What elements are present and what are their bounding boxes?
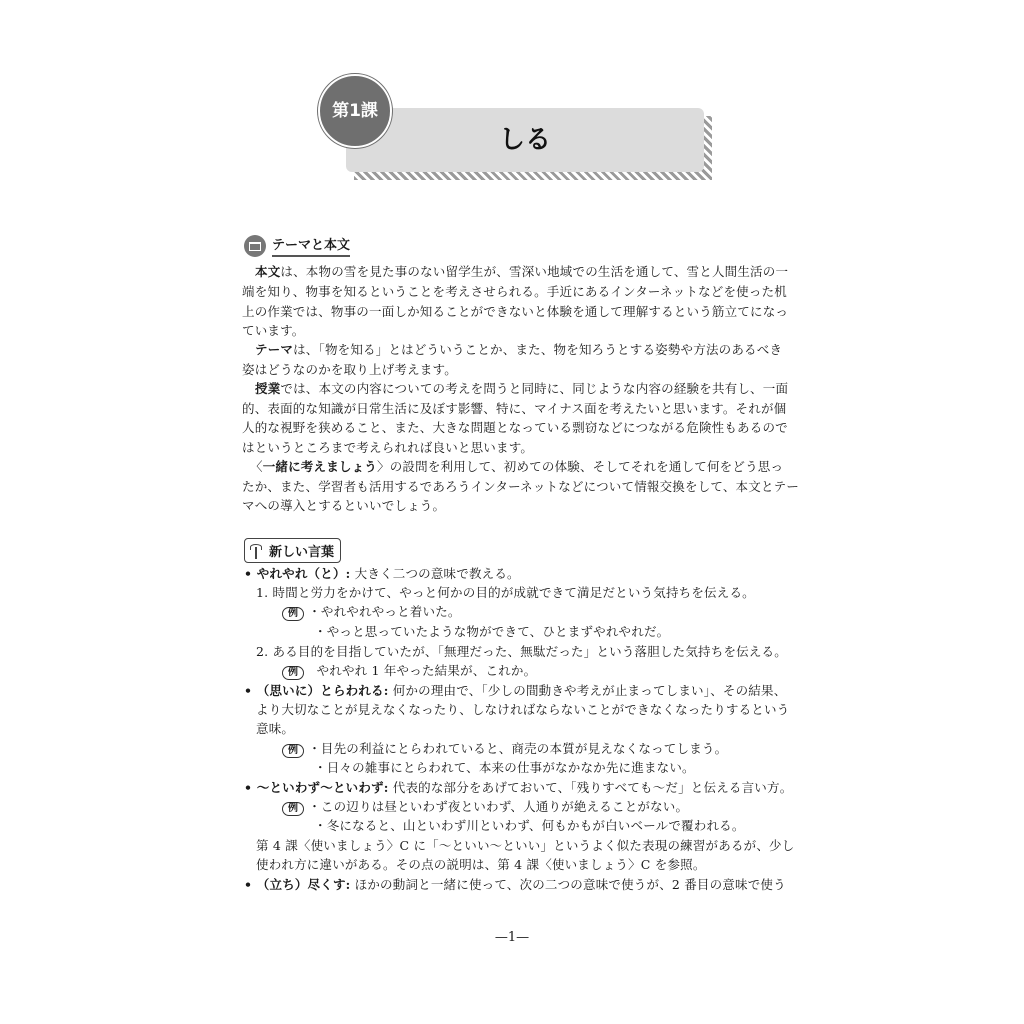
entry3-note2: 使われ方に違いがある。その点の説明は、第 4 課〈使いましょう〉C を参照。 [256, 857, 706, 872]
theme-p4-line1: 〈一緒に考えましょう〉の設問を利用して、初めての体験、そしてそれを通して何をどう思っ [250, 459, 784, 474]
example-tag: 例 [282, 802, 304, 816]
theme-p1-line1: 本文は、本物の雪を見た事のない留学生が、雪深い地域での生活を通して、雪と人間生活の一 [255, 264, 789, 279]
theme-heading-label: テーマと本文 [272, 234, 350, 257]
theme-p4-line2: たか、また、学習者も活用するであろうインターネットなどについて情報交換をして、本文とテー [242, 479, 800, 494]
entry3-example1: 例 ・この辺りは昼といわず夜といわず、人通りが絶えることがない。 [282, 799, 688, 816]
theme-p4-line3: マへの導入とするといいでしょう。 [242, 498, 446, 513]
example-tag: 例 [282, 607, 304, 621]
entry2-line3: 意味。 [256, 721, 295, 736]
entry1-example3: 例 やれやれ 1 年やった結果が、これか。 [282, 663, 536, 680]
entry1-sense2: 2. ある目的を目指していたが、「無理だった、無駄だった」という落胆した気持ちを伝える。 [256, 644, 787, 659]
theme-p3-line4: はというところまで考えられれば良いと思います。 [242, 440, 534, 455]
book-reader-icon [244, 235, 266, 257]
page-number: —1— [494, 930, 530, 945]
entry3-example2: ・冬になると、山といわず川といわず、何もかもが白いベールで覆われる。 [314, 818, 745, 833]
entry1-sense1: 1. 時間と労力をかけて、やっと何かの目的が成就できて満足だという気持ちを伝える。 [256, 585, 755, 600]
entry1-line: • やれやれ（と）: 大きく二つの意味で教える。 [244, 566, 520, 581]
sprout-icon [249, 543, 263, 559]
entry1-example1: 例 ・やれやれやっと着いた。 [282, 604, 461, 621]
example-tag: 例 [282, 666, 304, 680]
theme-p3-line3: 人的な視野を狭めること、また、大きな問題となっている剽窃などにつながる危険性もあるので [242, 420, 788, 435]
new-words-section-heading [244, 538, 341, 563]
entry1-example2: ・やっと思っていたような物ができて、ひとまずやれやれだ。 [314, 624, 670, 639]
theme-section-heading [244, 234, 350, 257]
entry4-line: • （立ち）尽くす: ほかの動詞と一緒に使って、次の二つの意味で使うが、2 番目の意味で使う [244, 877, 786, 892]
entry3-line: • ～といわず～といわず: 代表的な部分をあげておいて、「残りすべても～だ」と伝える言い方。 [244, 780, 793, 795]
theme-p1-line4: ています。 [242, 323, 305, 338]
entry2-line2: より大切なことが見えなくなったり、しなければならないことができなくなったりするという [256, 702, 790, 717]
entry2-line1: • （思いに）とらわれる: 何かの理由で、「少しの間動きや考えが止まってしまい」、その結果、 [244, 683, 787, 698]
entry2-example1: 例 ・目先の利益にとらわれていると、商売の本質が見えなくなってしまう。 [282, 741, 727, 758]
theme-p3-line2: 的、表面的な知識が日常生活に及ぼす影響、特に、マイナス面を考えたいと思います。それが個 [242, 401, 787, 416]
theme-p1-line3: 上の作業では、物事の一面しか知ることができないと体験を通して理解するという筋立てになっ [242, 304, 789, 319]
new-words-heading-label: 新しい言葉 [269, 545, 335, 560]
example-tag: 例 [282, 744, 304, 758]
chapter-title: しる [498, 125, 551, 155]
theme-p3-line1: 授業では、本文の内容についての考えを問うと同時に、同じような内容の経験を共有し、一面 [255, 381, 789, 396]
theme-p1-line2: 端を知り、物事を知るということを考えさせられる。手近にあるインターネットなどを使った机 [242, 284, 787, 299]
chapter-title-box [346, 108, 712, 180]
theme-p2-line1: テーマは、「物を知る」とはどういうことか、また、物を知ろうとする姿勢や方法のあるべき [255, 342, 783, 357]
entry3-note1: 第 4 課〈使いましょう〉C に「～といい～といい」というよく似た表現の練習があるが、少し [256, 838, 795, 853]
entry2-example2: ・日々の雑事にとらわれて、本来の仕事がなかなか先に進まない。 [314, 760, 695, 775]
theme-p2-line2: 姿はどうなのかを取り上げ考えます。 [242, 362, 457, 377]
lesson-badge: 第1課 [318, 74, 392, 148]
